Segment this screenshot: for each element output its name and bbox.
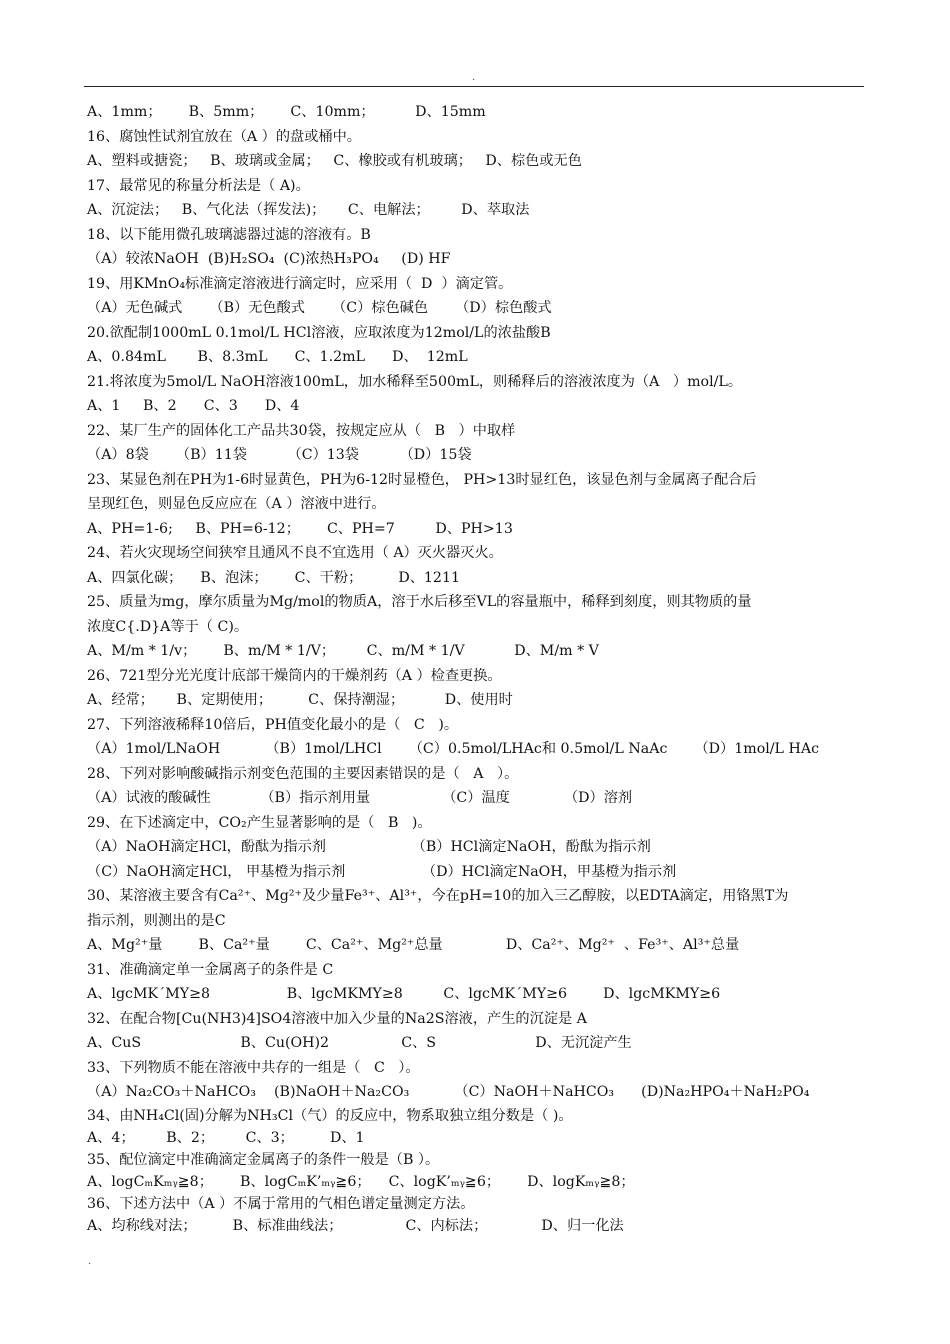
text-line: A、CuS B、Cu(OH)2 C、S D、无沉淀产生 [87, 1035, 632, 1051]
text-line: （A）NaOH滴定HCl，酚酞为指示剂 （B）HCl滴定NaOH，酚酞为指示剂 [87, 839, 651, 855]
text-line: （A）试液的酸碱性 （B）指示剂用量 （C）温度 （D）溶剂 [87, 790, 633, 806]
question-list [87, 100, 867, 1237]
text-line: 17、最常见的称量分析法是（ A)。 [87, 177, 310, 194]
text-line: A、塑料或搪瓷； B、玻璃或金属； C、橡胶或有机玻璃； D、棕色或无色 [87, 153, 582, 169]
text-line: 34、由NH₄Cl(固)分解为NH₃Cl（气）的反应中，物系取独立组分数是（ )。 [87, 1107, 573, 1124]
text-line: 27、下列溶液稀释10倍后，PH值变化最小的是（ C )。 [87, 716, 459, 733]
text-line: 浓度C{.D}A等于（ C)。 [87, 618, 249, 635]
text-line: 26、721型分光光度计底部干燥筒内的干燥剂药（A ）检查更换。 [87, 667, 502, 684]
text-line: A、经常； B、定期使用； C、保持潮湿； D、使用时 [87, 692, 513, 708]
text-line: 16、腐蚀性试剂宜放在（A ）的盘或桶中。 [87, 128, 361, 145]
text-line: （A）Na₂CO₃＋NaHCO₃ (B)NaOH＋Na₂CO₃ （C）NaOH＋NaHCO₃ (D)Na₂HPO₄＋NaH₂PO₄ [87, 1084, 810, 1100]
text-line: A、4； B、2； C、3； D、1 [87, 1129, 365, 1146]
text-line: 29、在下述滴定中，CO₂产生显著影响的是（ B )。 [87, 814, 432, 831]
text-line: A、沉淀法； B、气化法（挥发法)； C、电解法； D、萃取法 [87, 202, 530, 218]
text-line: （A）1mol/LNaOH （B）1mol/LHCl （C）0.5mol/LHAc和 0.5mol/L NaAc （D）1mol/L HAc [87, 741, 820, 757]
text-line: A、均称线对法； B、标准曲线法； C、内标法； D、归一化法 [87, 1217, 624, 1234]
text-line: 30、某溶液主要含有Ca²⁺、Mg²⁺及少量Fe³⁺、Al³⁺，今在pH=10的加入三乙醇胺，以EDTA滴定，用铬黑T为 [87, 888, 789, 904]
footer-mark: . [88, 1256, 92, 1267]
text-line: A、Mg²⁺量 B、Ca²⁺量 C、Ca²⁺、Mg²⁺总量 D、Ca²⁺、Mg²⁺ 、Fe³⁺、Al³⁺总量 [87, 937, 740, 953]
text-line: 36、下述方法中（A ）不属于常用的气相色谱定量测定方法。 [87, 1195, 475, 1212]
text-line: A、logCₘKₘᵧ≧8； B、logCₘK’ₘᵧ≧6； C、logK’ₘᵧ≧6； D、logKₘᵧ≧8； [87, 1173, 635, 1190]
text-line: A、PH=1-6; B、PH=6-12； C、PH=7 D、PH>13 [87, 520, 513, 537]
text-line: A、lgcMK´MY≥8 B、lgcMKMY≥8 C、lgcMK´MY≥6 D、lgcMKMY≥6 [87, 986, 721, 1002]
text-line: A、M/m * 1/v； B、m/M * 1/V； C、m/M * 1/V D、M/m * V [87, 643, 599, 659]
text-line: 28、下列对影响酸碱指示剂变色范围的主要因素错误的是（ A ）。 [87, 765, 519, 782]
text-line: A、四氯化碳； B、泡沫； C、干粉； D、1211 [87, 569, 460, 586]
text-line: （A）无色碱式 （B）无色酸式 （C）棕色碱色 （D）棕色酸式 [87, 300, 552, 316]
text-line: A、0.84mL B、8.3mL C、1.2mL D、 12mL [87, 349, 468, 365]
text-line: A、1 B、2 C、3 D、4 [87, 398, 300, 414]
text-line: 32、在配合物[Cu(NH3)4]SO4溶液中加入少量的Na2S溶液，产生的沉淀是 A [87, 1010, 587, 1027]
text-line: 25、质量为mg，摩尔质量为Mg/mol的物质A，溶于水后移至VL的容量瓶中，稀释到刻度，则其物质的量 [87, 594, 752, 610]
text-line: 21.将浓度为5mol/L NaOH溶液100mL，加水稀释至500mL，则稀释后的溶液浓度为（A ）mol/L。 [87, 373, 743, 390]
text-line: 24、若火灾现场空间狭窄且通风不良不宜选用（ A）灭火器灭火。 [87, 545, 503, 561]
text-line: 19、用KMnO₄标准滴定溶液进行滴定时，应采用（ D ）滴定管。 [87, 275, 513, 292]
text-line: 指示剂，则测出的是C [87, 912, 226, 929]
text-line: （C）NaOH滴定HCl， 甲基橙为指示剂 （D）HCl滴定NaOH，甲基橙为指示剂 [87, 863, 677, 880]
text-line: 18、以下能用微孔玻璃滤器过滤的溶液有。B [87, 226, 371, 243]
header-mark: . [472, 72, 476, 83]
text-line: 20.欲配制1000mL 0.1mol/L HCl溶液，应取浓度为12mol/L的浓盐酸B [87, 324, 551, 341]
text-line: 31、准确滴定单一金属离子的条件是 C [87, 961, 334, 978]
text-line: A、1mm； B、5mm； C、10mm； D、15mm [87, 104, 486, 120]
text-line: 35、配位滴定中准确滴定金属离子的条件一般是（B ）。 [87, 1151, 440, 1168]
text-line: 33、下列物质不能在溶液中共存的一组是（ C ）。 [87, 1059, 420, 1076]
text-line: 呈现红色，则显色反应应在（A ）溶液中进行。 [87, 496, 386, 512]
text-line: 23、某显色剂在PH为1-6时显黄色，PH为6-12时显橙色， PH>13时显红色，该显色剂与金属离子配合后 [87, 471, 757, 488]
header-rule [84, 86, 864, 87]
text-line: 22、某厂生产的固体化工产品共30袋，按规定应从（ B ）中取样 [87, 422, 516, 439]
text-line: （A）8袋 （B）11袋 （C）13袋 （D）15袋 [87, 447, 472, 463]
text-line: （A）较浓NaOH (B)H₂SO₄ (C)浓热H₃PO₄ (D) HF [87, 251, 451, 267]
